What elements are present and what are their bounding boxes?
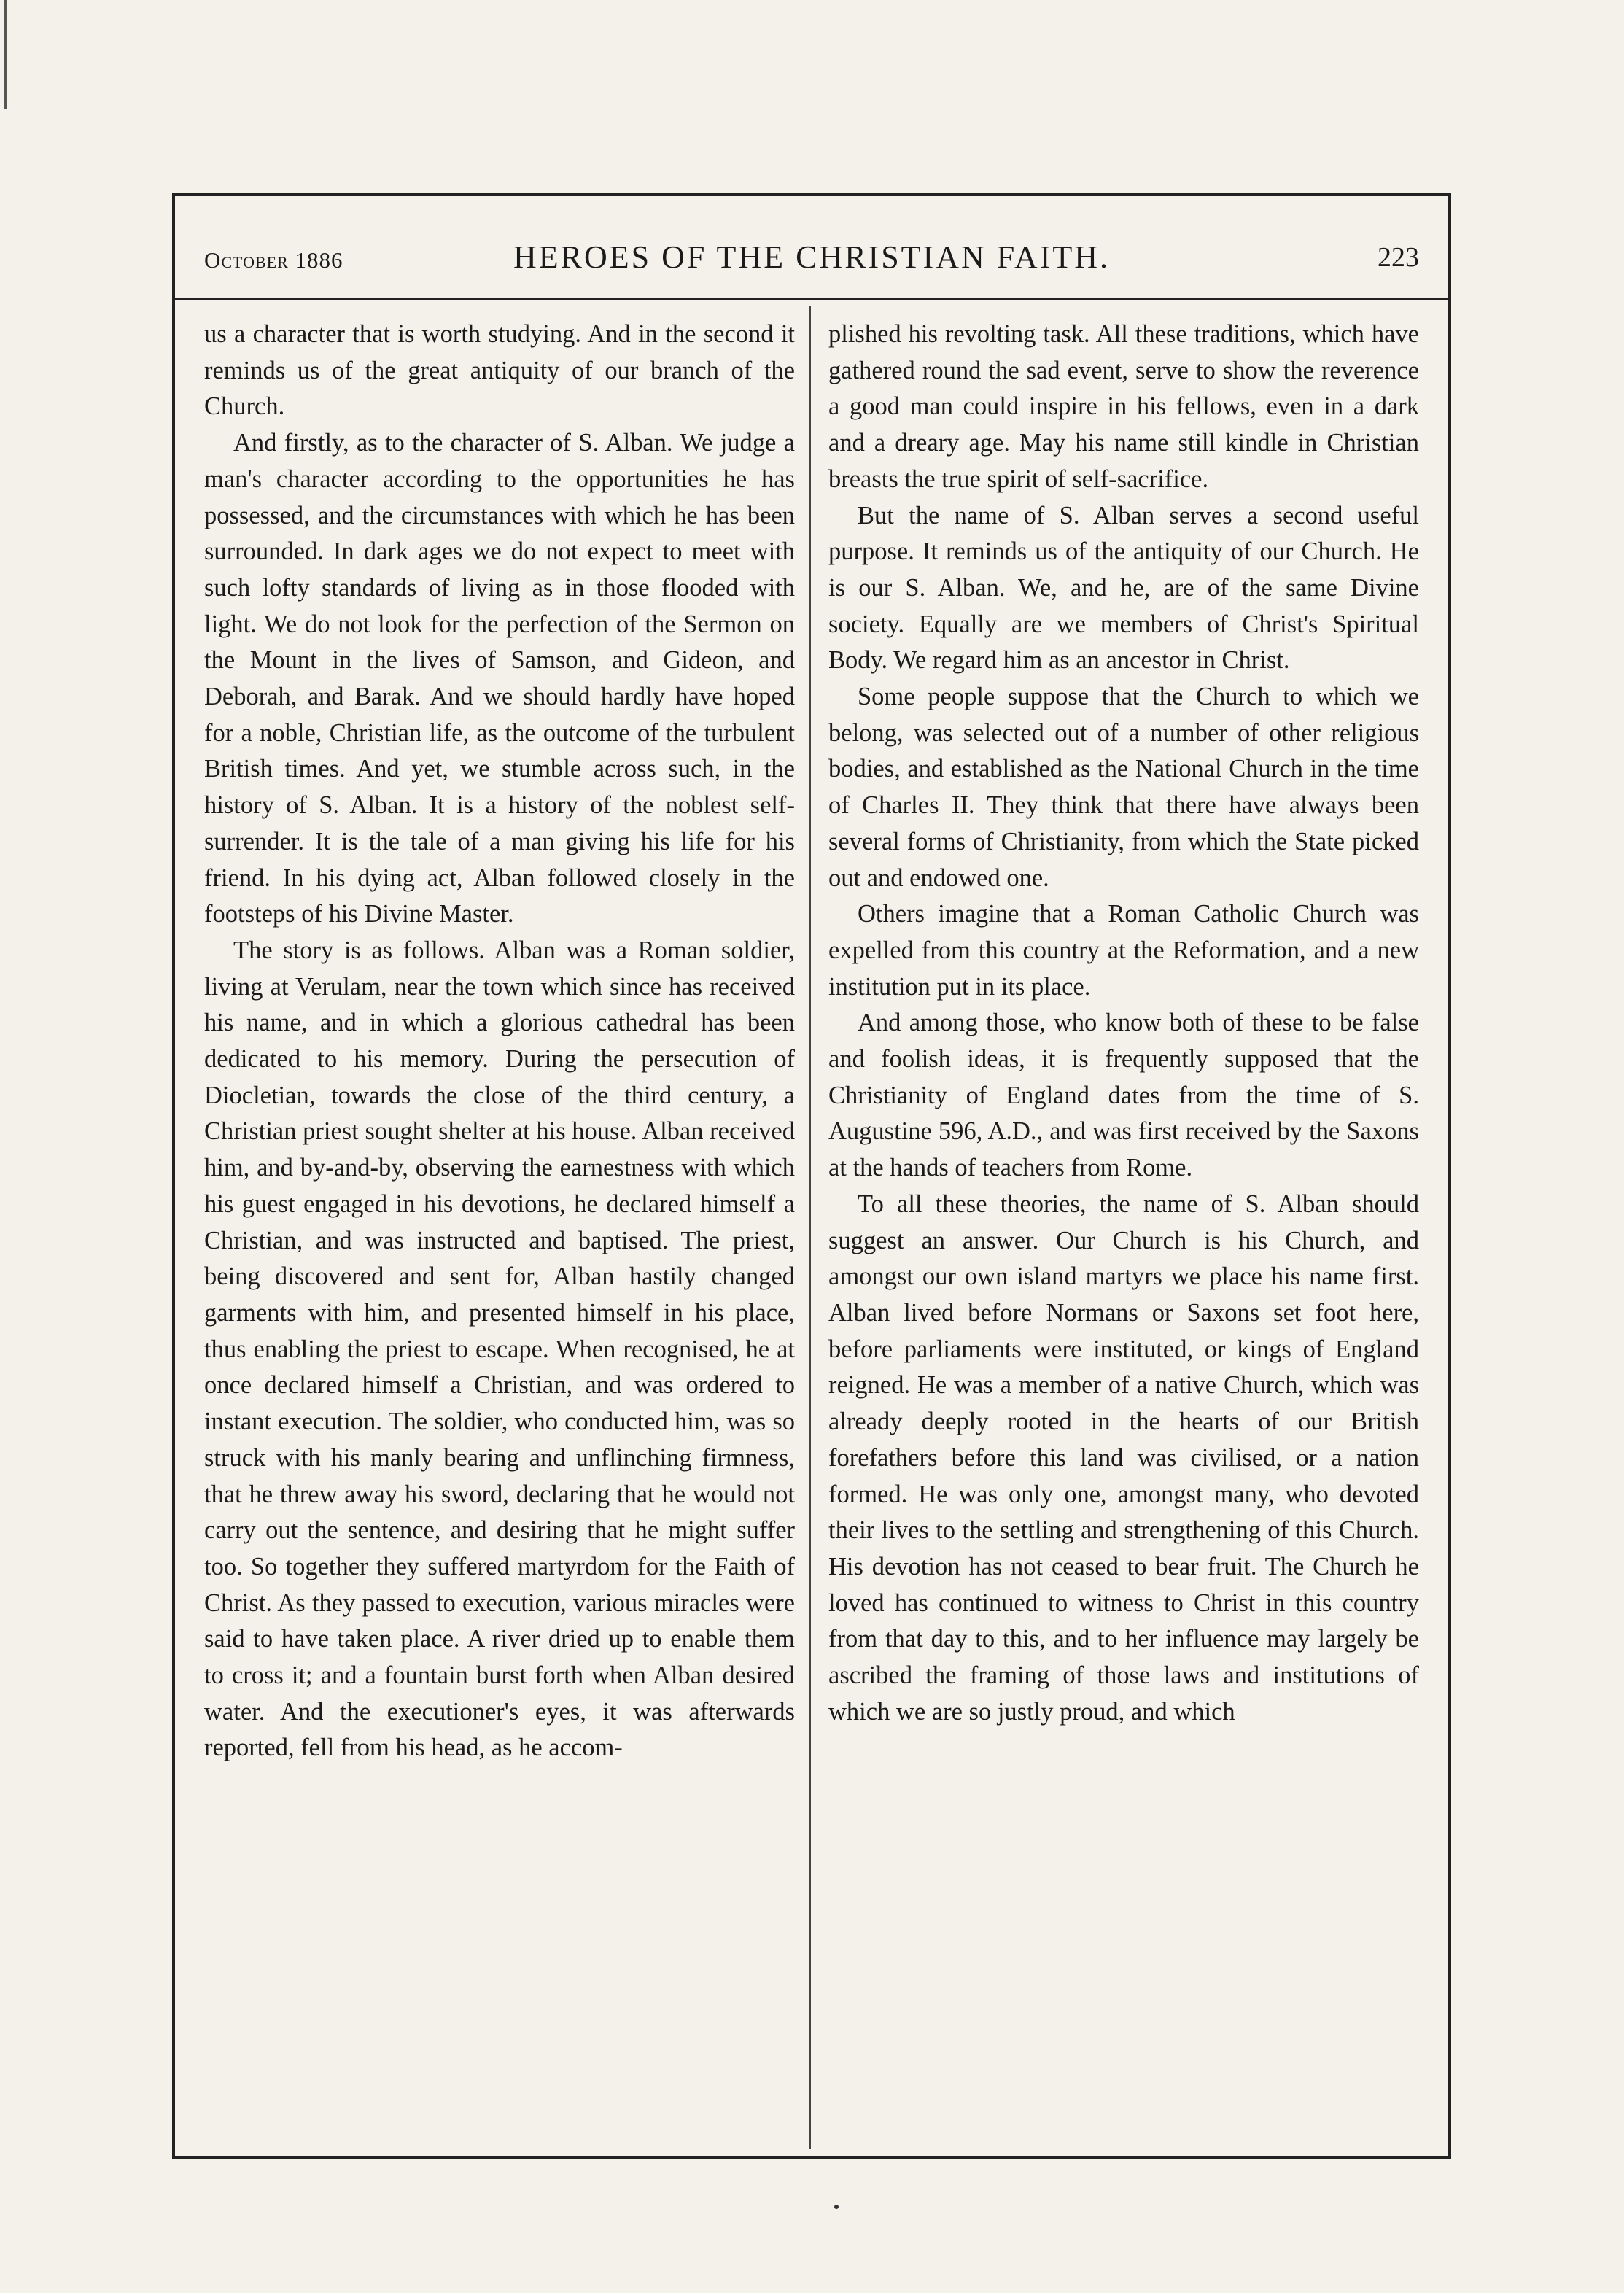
page-number: 223 bbox=[1378, 242, 1419, 273]
paragraph: Some people suppose that the Church to which we belong, was selected out of a number of other religious bodies, and established as the National Church in the time of Charles II. They think that there have always been several forms of Christianity, from which the State picked out and endowed one. bbox=[828, 683, 1419, 892]
header-title: HEROES OF THE CHRISTIAN FAITH. bbox=[513, 239, 1111, 275]
paragraph: And firstly, as to the character of S. Alban. We judge a man's character according to the opportunities he has possessed, and the circumstances with which he has been surrounded. In dark ages we do not expect to meet with such lofty standards of living as in those flooded with light. We do not look for the perfection of the Sermon on the Mount in the lives of Samson, and Gideon, and Deborah, and Barak. And we should hardly have hoped for a noble, Christian life, as the outcome of the turbulent British times. And yet, we stumble across such, in the history of S. Alban. It is a history of the noblest self-surrender. It is the tale of a man giving his life for his friend. In his dying act, Alban followed closely in the footsteps of his Divine Master. bbox=[204, 429, 795, 928]
paragraph: Others imagine that a Roman Catholic Church was expelled from this country at the Reformation, and a new institution put in its place. bbox=[828, 900, 1419, 1001]
scan-speck bbox=[834, 2205, 839, 2209]
left-column bbox=[204, 317, 795, 1766]
page-frame bbox=[172, 193, 1451, 2159]
paragraph: The story is as follows. Alban was a Roman soldier, living at Verulam, near the town which since has received his name, and in which a glorious cathedral has been dedicated to his memory. During the persecution of Diocletian, towards the close of the third century, a Christian priest sought shelter at his house. Alban received him, and by-and-by, observing the earnestness with which his guest engaged in his devotions, he declared himself a Christian, and was instructed and baptised. The priest, being discovered and sent for, Alban hastily changed garments with him, and presented himself in his place, thus enabling the priest to escape. When recognised, he at once declared himself a Christian, and was ordered to instant execution. The soldier, who conducted him, was so struck with his manly bearing and unflinching firmness, that he threw away his sword, declaring that he would not carry out the sentence, and desiring that he might suffer too. So together they suffered martyrdom for the Faith of Christ. As they passed to execution, various miracles were said to have taken place. A river dried up to enable them to cross it; and a fountain burst forth when Alban desired water. And the executioner's eyes, it was afterwards reported, fell from his head, as he accom- bbox=[204, 936, 795, 1762]
running-header bbox=[175, 196, 1448, 300]
paragraph: us a character that is worth studying. And in the second it reminds us of the great antiquity of our branch of the Church. bbox=[204, 320, 795, 421]
paragraph: plished his revolting task. All these traditions, which have gathered round the sad event, serve to show the reverence a good man could inspire in his fellows, even in a dark and a dreary age. May his name still kindle in Christian breasts the true spirit of self-sacrifice. bbox=[828, 320, 1419, 493]
column-divider bbox=[809, 306, 811, 2149]
paragraph: To all these theories, the name of S. Alban should suggest an answer. Our Church is his Church, and amongst our own island martyrs we place his name first. Alban lived before Normans or Saxons set foot here, before parliaments were instituted, or kings of England reigned. He was a member of a native Church, which was already deeply rooted in the hearts of our British forefathers before this land was civilised, or a nation formed. He was only one, amongst many, who devoted their lives to the settling and strengthening of this Church. His devotion has not ceased to bear fruit. The Church he loved has continued to witness to Christ in this country from that day to this, and to her influence may largely be ascribed the framing of those laws and institutions of which we are so justly proud, and which bbox=[828, 1190, 1419, 1726]
right-column bbox=[828, 317, 1419, 1730]
paragraph: And among those, who know both of these to be false and foolish ideas, it is frequently supposed that the Christianity of England dates from the time of S. Augustine 596, A.D., and was first received by the Saxons at the hands of teachers from Rome. bbox=[828, 1009, 1419, 1182]
scan-edge-line bbox=[4, 0, 7, 109]
header-date: October 1886 bbox=[204, 247, 343, 273]
paragraph: But the name of S. Alban serves a second useful purpose. It reminds us of the antiquity of our Church. He is our S. Alban. We, and he, are of the same Divine society. Equally are we members of Christ's Spiritual Body. We regard him as an ancestor in Christ. bbox=[828, 501, 1419, 675]
